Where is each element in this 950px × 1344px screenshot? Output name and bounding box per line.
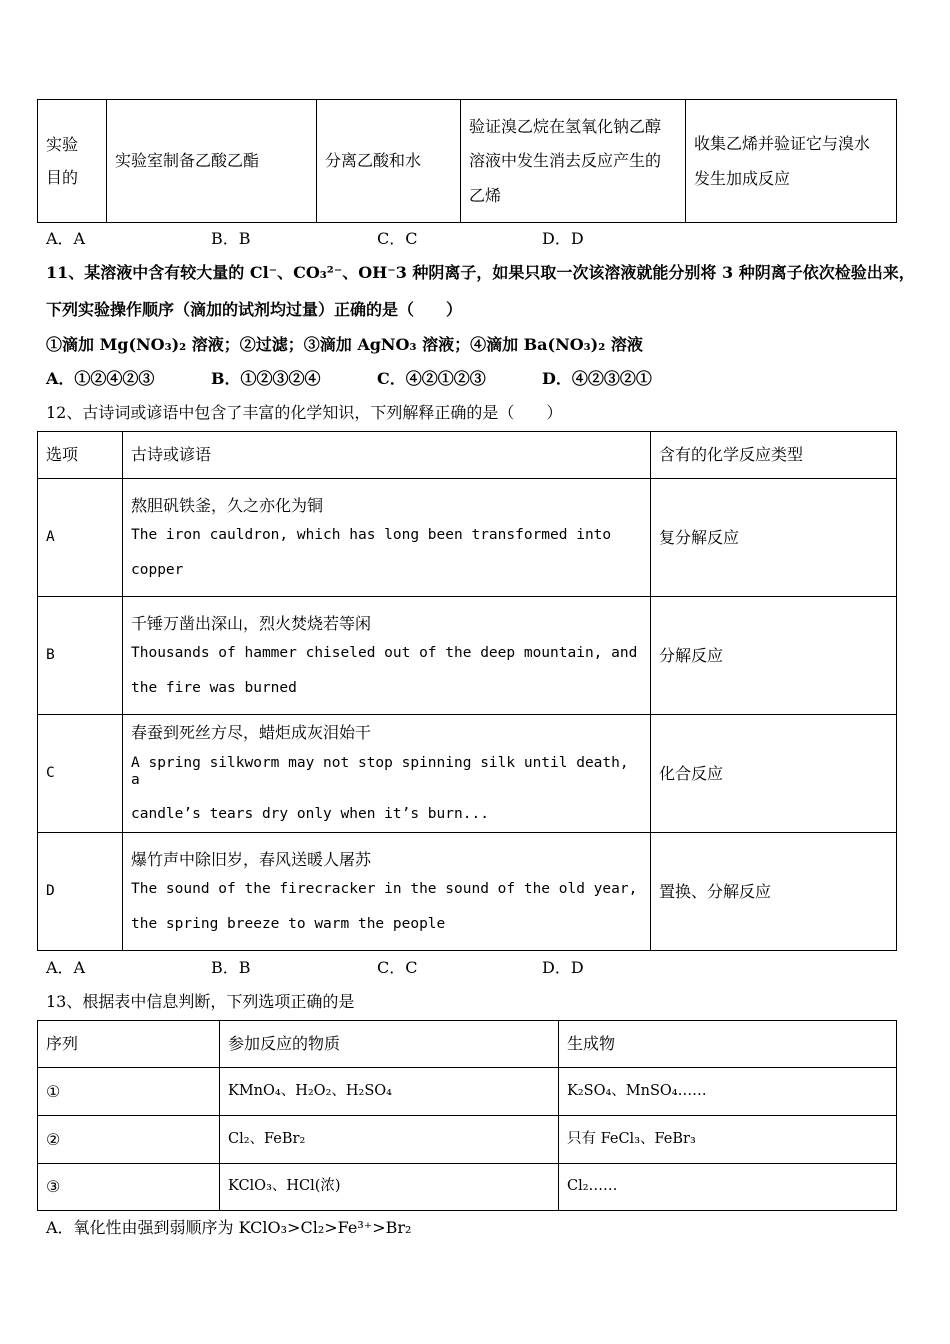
goal-cell-c <box>461 100 686 223</box>
poem-table <box>37 431 897 951</box>
row-type: 置换、分解反应 <box>651 833 897 951</box>
row-type: 化合反应 <box>651 715 897 833</box>
q11-line-1: 11、某溶液中含有较大量的 Cl⁻、CO₃²⁻、OH⁻3 种阴离子，如果只取一次该溶液就能分别将 3 种阴离子依次检验出来， <box>46 263 915 282</box>
q11-line-3: ①滴加 Mg(NO₃)₂ 溶液；②过滤；③滴加 AgNO₃ 溶液；④滴加 Ba(NO₃)₂ 溶液 <box>46 335 643 354</box>
q13-option-a[interactable]: A．氧化性由强到弱顺序为 KClO₃>Cl₂>Fe³⁺>Br₂ <box>46 1218 412 1237</box>
row-products: Cl₂…… <box>559 1164 897 1211</box>
q12-option-c[interactable]: C．C <box>377 958 418 977</box>
q11-option-c[interactable]: C．④②①②③ <box>377 369 486 388</box>
row-option: D <box>38 833 123 951</box>
table-row <box>38 715 897 833</box>
q12-title: 12、古诗词或谚语中包含了丰富的化学知识，下列解释正确的是（ ） <box>46 403 563 422</box>
goal-text-c-3: 乙烯 <box>469 185 502 205</box>
poem-cn: 春蚕到死丝方尽，蜡炬成灰泪始干 <box>131 723 372 743</box>
row-seq: ① <box>38 1068 220 1116</box>
table-row <box>38 1164 897 1211</box>
table-row <box>38 1068 897 1116</box>
q11-option-d[interactable]: D．④②③②① <box>542 369 652 388</box>
row-poem-cell <box>123 715 651 833</box>
table-row <box>38 597 897 715</box>
q12-option-a[interactable]: A．A <box>46 958 86 977</box>
row-option: B <box>38 597 123 715</box>
q13-title: 13、根据表中信息判断，下列选项正确的是 <box>46 992 355 1011</box>
q12-options <box>46 955 766 977</box>
goal-text-c-2: 溶液中发生消去反应产生的 <box>469 151 662 171</box>
goal-cell-d <box>686 100 897 223</box>
goal-cell-b <box>317 100 461 223</box>
row-option: C <box>38 715 123 833</box>
q10-option-a[interactable]: A．A <box>46 229 86 248</box>
row-poem-cell <box>123 597 651 715</box>
row-option: A <box>38 479 123 597</box>
reaction-table-header <box>38 1021 897 1068</box>
header-seq: 序列 <box>38 1021 220 1068</box>
reaction-table <box>37 1020 897 1211</box>
goal-cell-a <box>107 100 317 223</box>
row-reactants: KClO₃、HCl(浓) <box>220 1164 559 1211</box>
poem-en-1: The sound of the firecracker in the sound of the old year, <box>131 881 638 898</box>
row-seq: ② <box>38 1116 220 1164</box>
header-option: 选项 <box>38 432 123 479</box>
poem-cn: 爆竹声中除旧岁，春风送暖人屠苏 <box>131 850 372 870</box>
row-products: 只有 FeCl₃、FeBr₃ <box>559 1116 897 1164</box>
q10-options <box>46 226 766 248</box>
q12-option-d[interactable]: D．D <box>542 958 584 977</box>
q12-option-b[interactable]: B．B <box>211 958 251 977</box>
goal-text-b: 分离乙酸和水 <box>325 151 422 171</box>
row-type: 分解反应 <box>651 597 897 715</box>
poem-cn: 千锤万凿出深山，烈火焚烧若等闲 <box>131 614 372 634</box>
header-reactants: 参加反应的物质 <box>220 1021 559 1068</box>
row-poem-cell <box>123 833 651 951</box>
q11-options <box>46 366 766 388</box>
row-seq: ③ <box>38 1164 220 1211</box>
header-type: 含有的化学反应类型 <box>651 432 897 479</box>
header-poem: 古诗或谚语 <box>123 432 651 479</box>
goal-text-c-1: 验证溴乙烷在氢氧化钠乙醇 <box>469 117 662 137</box>
q10-option-b[interactable]: B．B <box>211 229 251 248</box>
row-label-line-1: 实验 <box>46 134 79 154</box>
experiment-table <box>37 99 897 223</box>
row-products: K₂SO₄、MnSO₄…… <box>559 1068 897 1116</box>
poem-en-2: candle’s tears dry only when it’s burn... <box>131 806 489 823</box>
q11-option-b[interactable]: B．①②③②④ <box>211 369 321 388</box>
poem-en-2: the spring breeze to warm the people <box>131 915 446 932</box>
q11-option-a[interactable]: A．①②④②③ <box>46 369 155 388</box>
goal-text-d-1: 收集乙烯并验证它与溴水 <box>694 134 871 154</box>
row-reactants: Cl₂、FeBr₂ <box>220 1116 559 1164</box>
poem-cn: 熬胆矾铁釜，久之亦化为铜 <box>131 496 324 516</box>
header-products: 生成物 <box>559 1021 897 1068</box>
table-row <box>38 479 897 597</box>
table-row <box>38 1116 897 1164</box>
row-type: 复分解反应 <box>651 479 897 597</box>
table-row <box>38 833 897 951</box>
poem-en-1: A spring silkworm may not stop spinning silk until death, a <box>131 754 629 788</box>
q11-line-2: 下列实验操作顺序（滴加的试剂均过量）正确的是（ ） <box>46 300 463 319</box>
poem-en-1: Thousands of hammer chiseled out of the deep mountain, and <box>131 645 638 662</box>
row-poem-cell <box>123 479 651 597</box>
row-label-line-2: 目的 <box>46 168 79 187</box>
goal-text-a: 实验室制备乙酸乙酯 <box>115 151 260 171</box>
row-reactants: KMnO₄、H₂O₂、H₂SO₄ <box>220 1068 559 1116</box>
poem-en-1: The iron cauldron, which has long been transformed into <box>131 527 612 544</box>
q10-option-d[interactable]: D．D <box>542 229 584 248</box>
poem-table-header <box>38 432 897 479</box>
goal-text-d-2: 发生加成反应 <box>694 168 791 188</box>
poem-en-2: copper <box>131 561 184 578</box>
poem-en-2: the fire was burned <box>131 679 297 696</box>
q10-option-c[interactable]: C．C <box>377 229 418 248</box>
row-label-cell <box>38 100 107 223</box>
